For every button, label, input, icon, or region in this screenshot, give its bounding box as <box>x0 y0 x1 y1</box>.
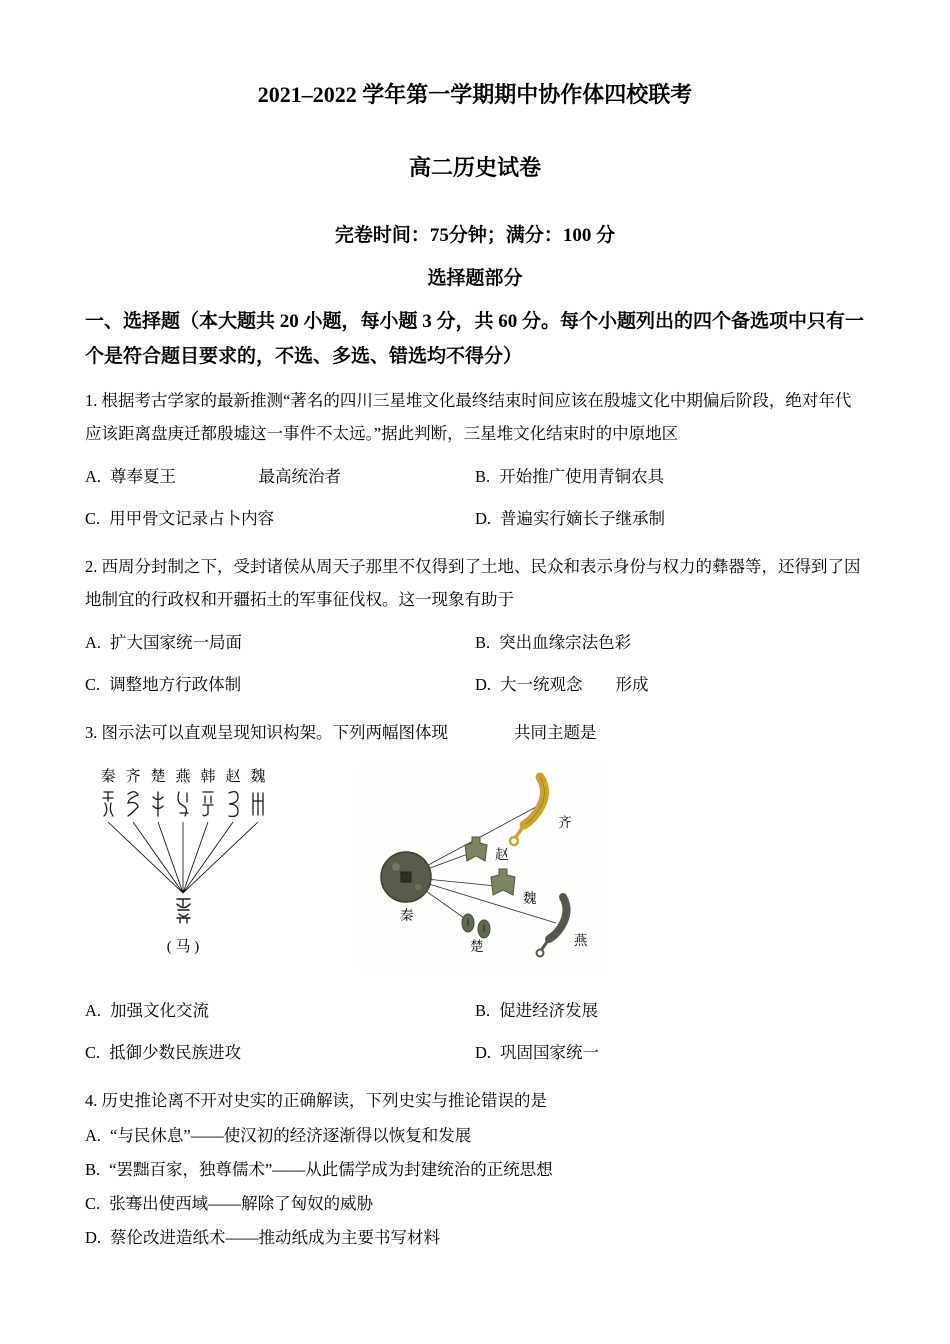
option-text: “与民休息”——使汉初的经济逐渐得以恢复和发展 <box>110 1126 472 1145</box>
question-options <box>85 462 865 534</box>
option-text: 蔡伦改进造纸术——推动纸成为主要书写材料 <box>110 1228 441 1247</box>
converge-line <box>108 822 183 893</box>
patina-spot <box>415 884 421 890</box>
option-text: 用甲骨文记录占卜内容 <box>109 509 275 528</box>
option-c <box>85 1038 475 1068</box>
question-4 <box>85 1084 865 1255</box>
question-stem: 2. 西周分封制之下，受封诸侯从周天子那里不仅得到了土地、民众和表示身份与权力的彝器等，还得到了因地制宜的行政权和开疆拓土的军事征伐权。这一现象有助于 <box>85 557 861 609</box>
option-a <box>85 628 475 658</box>
option-label: B. <box>85 1160 101 1179</box>
section-instructions: 一、选择题（本大题共 20 小题，每小题 3 分，共 60 分。每个小题列出的四个备选项中只有一个是符合题目要求的，不选、多选、错选均不得分） <box>85 311 865 367</box>
option-label: C. <box>85 509 101 528</box>
option-label: C. <box>85 675 101 694</box>
exam-subtitle: 高二历史试卷 <box>408 155 541 180</box>
option-d <box>475 670 865 700</box>
patina-spot <box>392 863 400 871</box>
option-b <box>475 462 865 492</box>
question-options <box>85 1119 865 1255</box>
state-label: 赵 <box>225 769 241 785</box>
state-label: 齐 <box>125 769 141 785</box>
question-1 <box>85 384 865 534</box>
question-stem: 1. 根据考古学家的最新推测“著名的四川三星堆文化最终结束时间应该在殷墟文化中期偏后阶段，绝对年代应该距离盘庚迁都殷墟这一事件不太远。”据此判断，三星堆文化结束时的中原地区 <box>85 391 852 443</box>
state-label: 燕 <box>175 769 191 785</box>
option-label: A. <box>85 633 102 652</box>
ancient-script-glyph <box>103 792 113 816</box>
option-d <box>475 504 865 534</box>
option-label: D. <box>475 675 492 694</box>
square-hole <box>401 872 411 882</box>
ancient-script-glyph <box>153 792 163 816</box>
question-stem: 3. 图示法可以直观呈现知识构架。下列两幅图体现 共同主题是 <box>85 723 597 742</box>
option-text: 调整地方行政体制 <box>109 675 242 694</box>
option-a <box>85 1119 865 1153</box>
option-b <box>85 1153 865 1187</box>
option-text: 张骞出使西域——解除了匈奴的威胁 <box>109 1194 374 1213</box>
script-unification-diagram <box>95 765 270 963</box>
option-label: B. <box>475 467 491 486</box>
option-text: 突出血缘宗法色彩 <box>499 633 632 652</box>
option-text: 加强文化交流 <box>110 1001 210 1020</box>
option-text: 扩大国家统一局面 <box>110 633 243 652</box>
coin-label: 魏 <box>523 891 537 906</box>
question-2 <box>85 550 865 700</box>
coin-label: 齐 <box>558 815 572 830</box>
option-label: B. <box>475 633 491 652</box>
option-text: 大一统观念 形成 <box>500 675 649 694</box>
state-label: 楚 <box>150 769 166 785</box>
option-d <box>475 1038 865 1068</box>
state-label: 秦 <box>100 769 116 785</box>
option-label: A. <box>85 1001 102 1020</box>
question-figures <box>95 765 865 970</box>
converge-line <box>133 822 183 893</box>
ancient-script-glyph <box>253 793 263 815</box>
option-c <box>85 1187 865 1221</box>
option-a <box>85 996 475 1026</box>
coin-label: 赵 <box>495 847 509 862</box>
option-label: C. <box>85 1194 101 1213</box>
ancient-script-glyph <box>178 792 188 816</box>
page-title: 2021–2022 学年第一学期期中协作体四校联考 <box>257 82 693 107</box>
coin-label: 楚 <box>470 939 484 954</box>
coin-label: 燕 <box>574 933 588 948</box>
option-text: 开始推广使用青铜农具 <box>499 467 665 486</box>
converge-line <box>183 822 258 893</box>
ancient-script-glyph <box>203 792 213 816</box>
option-b <box>475 996 865 1026</box>
ancient-script-glyph <box>229 792 238 817</box>
question-options <box>85 996 865 1068</box>
converge-line <box>158 822 183 893</box>
question-3 <box>85 716 865 1068</box>
option-c <box>85 670 475 700</box>
option-label: A. <box>85 467 102 486</box>
option-a <box>85 462 475 492</box>
unified-seal-character-icon <box>177 899 190 923</box>
option-label: D. <box>475 509 492 528</box>
exam-meta: 完卷时间：75分钟；满分：100 分 <box>334 225 616 246</box>
state-label: 魏 <box>250 769 266 785</box>
section-title: 选择题部分 <box>427 268 523 289</box>
option-label: D. <box>475 1043 492 1062</box>
option-label: A. <box>85 1126 102 1145</box>
currency-coins-image <box>358 765 608 970</box>
option-text: “罢黜百家，独尊儒术”——从此儒学成为封建统治的正统思想 <box>109 1160 553 1179</box>
option-text: 促进经济发展 <box>499 1001 599 1020</box>
converge-line <box>183 822 233 893</box>
option-text: 尊奉夏王 最高统治者 <box>110 467 342 486</box>
option-d <box>85 1221 865 1255</box>
coin-label: 秦 <box>400 908 414 923</box>
option-text: 普遍实行嫡长子继承制 <box>500 509 666 528</box>
option-text: 抵御少数民族进攻 <box>109 1043 242 1062</box>
option-b <box>475 628 865 658</box>
option-text: 巩固国家统一 <box>500 1043 600 1062</box>
unified-character-label: ( 马 ) <box>166 939 200 955</box>
option-label: D. <box>85 1228 102 1247</box>
converge-line <box>183 822 208 893</box>
question-stem: 4. 历史推论离不开对史实的正确解读，下列史实与推论错误的是 <box>85 1091 547 1110</box>
option-label: C. <box>85 1043 101 1062</box>
option-label: B. <box>475 1001 491 1020</box>
round-coin-qin-icon <box>381 852 431 902</box>
state-label: 韩 <box>200 769 216 785</box>
option-c <box>85 504 475 534</box>
ancient-script-glyph <box>128 792 138 816</box>
question-options <box>85 628 865 700</box>
